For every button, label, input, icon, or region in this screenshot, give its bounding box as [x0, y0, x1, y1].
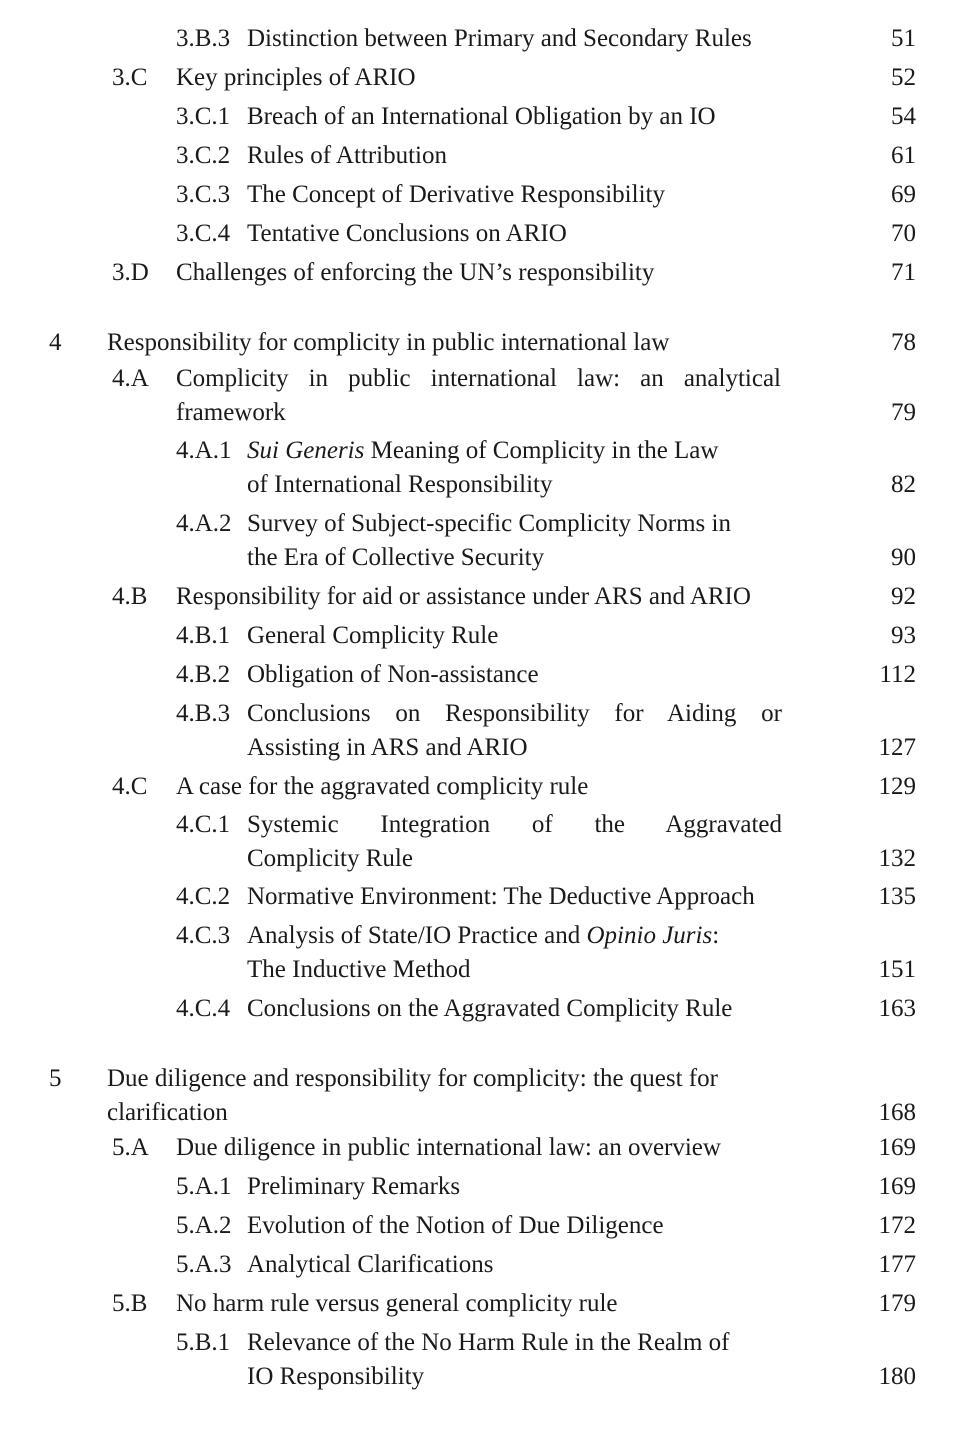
entry-number: 5.A.1 [176, 1173, 232, 1200]
entry-page: 78 [891, 329, 916, 356]
entry-title: Analysis of State/IO Practice and Opinio Juris: The Inductive Method [247, 922, 720, 983]
entry-title: Rules of Attribution [247, 142, 447, 169]
entry-title: Conclusions on Responsibility for Aiding or Assisting in ARS and ARIO [247, 700, 782, 761]
entry-number: 4.A [112, 365, 149, 392]
entry-number: 4.B.1 [176, 622, 231, 649]
entry-page: 69 [891, 181, 916, 208]
entry-page: 163 [878, 995, 916, 1022]
entry-page: 129 [878, 773, 916, 800]
entry-title: Systemic Integration of the Aggravated Complicity Rule [247, 811, 782, 872]
entry-page: 151 [878, 956, 916, 983]
entry-number: 4.B.2 [176, 661, 231, 688]
entry-number: 5.A.2 [176, 1212, 232, 1239]
entry-page: 169 [878, 1173, 916, 1200]
entry-title: General Complicity Rule [247, 622, 499, 649]
entry-number: 3.C.2 [176, 142, 231, 169]
entry-title: Conclusions on the Aggravated Complicity Rule [247, 995, 733, 1022]
entry-page: 127 [878, 734, 916, 761]
entry-title: Responsibility for complicity in public international law [107, 329, 670, 356]
entry-page: 70 [891, 220, 916, 247]
entry-title: Complicity in public international law: an analytical framework [176, 365, 781, 426]
entry-title: Obligation of Non-assistance [247, 661, 539, 688]
entry-title: Due diligence and responsibility for complicity: the quest for clarification [107, 1065, 718, 1126]
entry-page: 132 [878, 845, 916, 872]
entry-page: 135 [878, 883, 916, 910]
entry-title: Evolution of the Notion of Due Diligence [247, 1212, 664, 1239]
entry-number: 5 [49, 1065, 62, 1092]
entry-title: Breach of an International Obligation by an IO [247, 103, 716, 130]
entry-title: Normative Environment: The Deductive Approach [247, 883, 755, 910]
entry-title: Tentative Conclusions on ARIO [247, 220, 567, 247]
entry-number: 5.B [112, 1290, 148, 1317]
entry-page: 168 [878, 1099, 916, 1126]
entry-number: 3.C.3 [176, 181, 231, 208]
entry-page: 61 [891, 142, 916, 169]
entry-page: 180 [878, 1363, 916, 1390]
entry-page: 93 [891, 622, 916, 649]
entry-page: 54 [891, 103, 916, 130]
entry-title: A case for the aggravated complicity rule [176, 773, 589, 800]
entry-page: 179 [878, 1290, 916, 1317]
entry-title: Key principles of ARIO [176, 64, 416, 91]
entry-number: 4.A.2 [176, 510, 232, 537]
entry-title: No harm rule versus general complicity rule [176, 1290, 618, 1317]
entry-number: 3.C.1 [176, 103, 231, 130]
entry-page: 112 [879, 661, 916, 688]
entry-title: Challenges of enforcing the UN’s responsibility [176, 259, 655, 286]
entry-page: 172 [878, 1212, 916, 1239]
entry-number: 4.C.2 [176, 883, 231, 910]
entry-number: 5.A [112, 1134, 149, 1161]
entry-page: 52 [891, 64, 916, 91]
entry-page: 169 [878, 1134, 916, 1161]
entry-number: 4 [49, 329, 62, 356]
entry-title: Due diligence in public international law: an overview [176, 1134, 721, 1161]
entry-page: 177 [878, 1251, 916, 1278]
entry-number: 4.B.3 [176, 700, 231, 727]
entry-number: 3.C [112, 64, 148, 91]
entry-page: 92 [891, 583, 916, 610]
entry-title: Survey of Subject-specific Complicity Norms in the Era of Collective Security [247, 510, 731, 571]
entry-number: 3.B.3 [176, 25, 231, 52]
entry-page: 79 [891, 399, 916, 426]
entry-number: 4.C.4 [176, 995, 231, 1022]
entry-title: Preliminary Remarks [247, 1173, 461, 1200]
entry-page: 82 [891, 471, 916, 498]
entry-title: Sui Generis Meaning of Complicity in the Law of International Responsibility [247, 437, 719, 498]
entry-title: The Concept of Derivative Responsibility [247, 181, 665, 208]
entry-number: 4.C [112, 773, 148, 800]
entry-title: Responsibility for aid or assistance under ARS and ARIO [176, 583, 751, 610]
entry-number: 5.A.3 [176, 1251, 232, 1278]
entry-title: Distinction between Primary and Secondary Rules [247, 25, 752, 52]
entry-page: 71 [891, 259, 916, 286]
entry-number: 4.C.1 [176, 811, 231, 838]
entry-title: Analytical Clarifications [247, 1251, 494, 1278]
entry-page: 51 [891, 25, 916, 52]
entry-number: 4.B [112, 583, 148, 610]
entry-number: 4.C.3 [176, 922, 231, 949]
entry-title: Relevance of the No Harm Rule in the Realm of IO Responsibility [247, 1329, 730, 1390]
entry-number: 3.D [112, 259, 149, 286]
entry-number: 5.B.1 [176, 1329, 231, 1356]
entry-number: 3.C.4 [176, 220, 231, 247]
entry-page: 90 [891, 544, 916, 571]
entry-number: 4.A.1 [176, 437, 232, 464]
